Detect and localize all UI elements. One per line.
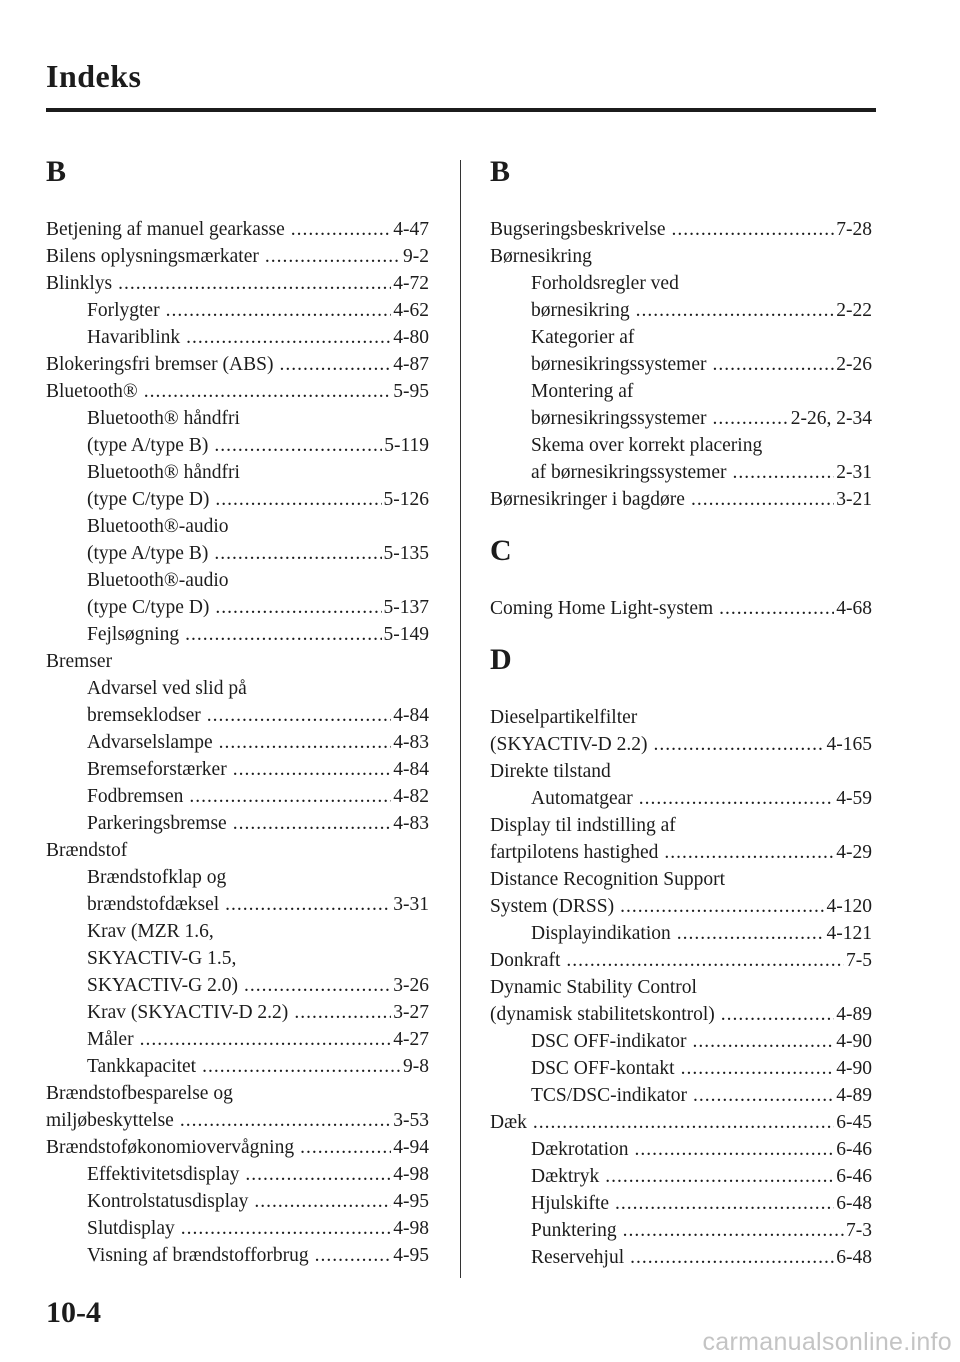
entry-text: (type C/type D) — [87, 597, 210, 618]
dot-leader — [623, 1217, 844, 1244]
dot-leader — [214, 540, 381, 567]
index-entry — [490, 704, 872, 731]
entry-text: DSC OFF-indikator — [531, 1031, 687, 1052]
entry-page-ref: 4-68 — [836, 598, 872, 619]
dot-leader — [671, 216, 834, 243]
index-subentry — [490, 405, 872, 432]
dot-leader — [712, 351, 834, 378]
entry-text: Reservehjul — [531, 1247, 625, 1268]
dot-leader — [615, 1190, 834, 1217]
dot-leader — [254, 1188, 391, 1215]
entry-page-ref: 7-3 — [846, 1220, 872, 1241]
entry-text: Bluetooth®-audio — [87, 570, 229, 591]
entry-text: (SKYACTIV-D 2.2) — [490, 734, 648, 755]
entry-page-ref: 4-90 — [836, 1058, 872, 1079]
index-subentry — [46, 297, 429, 324]
dot-leader — [225, 891, 391, 918]
dot-leader — [244, 972, 391, 999]
section-letter: D — [490, 643, 512, 676]
index-subentry — [490, 351, 872, 378]
index-entry — [490, 758, 872, 785]
entry-text: Krav (MZR 1.6, — [87, 921, 214, 942]
dot-leader — [693, 1082, 834, 1109]
dot-leader — [681, 1055, 835, 1082]
index-column-left — [46, 152, 429, 1269]
entry-page-ref: 5-137 — [383, 597, 429, 618]
entry-text: Dækrotation — [531, 1139, 629, 1160]
column-divider — [460, 160, 461, 1278]
entry-page-ref: 4-72 — [393, 273, 429, 294]
index-subentry — [490, 378, 872, 405]
title-rule — [46, 108, 876, 112]
page-number: 10-4 — [46, 1296, 101, 1329]
dot-leader — [245, 1161, 391, 1188]
index-entry — [46, 1134, 429, 1161]
index-subentry — [46, 864, 429, 891]
index-subentry — [46, 891, 429, 918]
entry-text: miljøbeskyttelse — [46, 1110, 174, 1131]
dot-leader — [233, 810, 392, 837]
dot-leader — [118, 270, 391, 297]
entry-page-ref: 6-48 — [836, 1247, 872, 1268]
entry-page-ref: 3-31 — [393, 894, 429, 915]
index-subentry — [46, 324, 429, 351]
dot-leader — [733, 459, 835, 486]
entry-text: Hjulskifte — [531, 1193, 609, 1214]
entry-text: børnesikringssystemer — [531, 354, 707, 375]
entry-text: Parkeringsbremse — [87, 813, 227, 834]
entry-text: System (DRSS) — [490, 896, 615, 917]
entry-page-ref: 5-135 — [383, 543, 429, 564]
index-entry — [46, 837, 429, 864]
entry-text: Slutdisplay — [87, 1218, 175, 1239]
entry-text: Distance Recognition Support — [490, 869, 726, 890]
index-subentry — [490, 432, 872, 459]
entry-text: bremseklodser — [87, 705, 201, 726]
index-subentry — [46, 675, 429, 702]
entry-text: Brændstof — [46, 840, 128, 861]
index-entry — [490, 216, 872, 243]
index-subentry — [490, 1028, 872, 1055]
dot-leader — [677, 920, 825, 947]
entry-text: Effektivitetsdisplay — [87, 1164, 240, 1185]
entry-page-ref: 3-27 — [393, 1002, 429, 1023]
dot-leader — [180, 1107, 391, 1134]
entry-text: Dæktryk — [531, 1166, 600, 1187]
dot-leader — [639, 785, 834, 812]
index-entry — [490, 974, 872, 1001]
index-entry — [46, 351, 429, 378]
entry-text: TCS/DSC-indikator — [531, 1085, 688, 1106]
index-entry — [490, 839, 872, 866]
entry-page-ref: 3-53 — [393, 1110, 429, 1131]
entry-text: Krav (SKYACTIV-D 2.2) — [87, 1002, 289, 1023]
entry-text: Kontrolstatusdisplay — [87, 1191, 249, 1212]
index-subentry — [490, 1217, 872, 1244]
entry-text: (dynamisk stabilitetskontrol) — [490, 1004, 715, 1025]
entry-text: Skema over korrekt placering — [531, 435, 763, 456]
dot-leader — [620, 893, 824, 920]
entry-page-ref: 4-84 — [393, 759, 429, 780]
index-entry — [46, 648, 429, 675]
entry-page-ref: 9-8 — [403, 1056, 429, 1077]
entry-page-ref: 5-95 — [393, 381, 429, 402]
entry-page-ref: 4-82 — [393, 786, 429, 807]
index-entry — [490, 893, 872, 920]
index-entry — [46, 1107, 429, 1134]
entry-text: fartpilotens hastighed — [490, 842, 659, 863]
entry-page-ref: 4-98 — [393, 1164, 429, 1185]
entry-text: børnesikring — [531, 300, 630, 321]
dot-leader — [215, 486, 381, 513]
index-entry — [46, 378, 429, 405]
index-subentry — [46, 594, 429, 621]
entry-text: Visning af brændstofforbrug — [87, 1245, 309, 1266]
entry-page-ref: 4-62 — [393, 300, 429, 321]
entry-page-ref: 7-5 — [846, 950, 872, 971]
entry-text: (type A/type B) — [87, 435, 209, 456]
dot-leader — [566, 947, 844, 974]
entry-text: Montering af — [531, 381, 634, 402]
entry-page-ref: 6-48 — [836, 1193, 872, 1214]
index-entry — [490, 486, 872, 513]
index-entry — [46, 270, 429, 297]
index-subentry — [46, 459, 429, 486]
page-title: Indeks — [46, 58, 142, 94]
entry-text: Blinklys — [46, 273, 113, 294]
entry-text: Børnesikringer i bagdøre — [490, 489, 685, 510]
index-subentry — [46, 513, 429, 540]
entry-text: Blokeringsfri bremser (ABS) — [46, 354, 274, 375]
index-subentry — [46, 621, 429, 648]
dot-leader — [691, 486, 834, 513]
index-entry — [46, 243, 429, 270]
index-subentry — [46, 972, 429, 999]
entry-page-ref: 5-126 — [383, 489, 429, 510]
entry-text: Kategorier af — [531, 327, 635, 348]
entry-text: Dynamic Stability Control — [490, 977, 697, 998]
entry-page-ref: 2-26, 2-34 — [790, 408, 872, 429]
entry-text: Fodbremsen — [87, 786, 184, 807]
index-subentry — [46, 756, 429, 783]
dot-leader — [233, 756, 392, 783]
entry-text: Punktering — [531, 1220, 617, 1241]
index-subentry — [46, 729, 429, 756]
entry-text: Automatgear — [531, 788, 633, 809]
entry-text: Måler — [87, 1029, 134, 1050]
entry-page-ref: 6-45 — [836, 1112, 872, 1133]
entry-text: Brændstoføkonomiovervågning — [46, 1137, 295, 1158]
dot-leader — [719, 595, 834, 622]
index-subentry — [490, 270, 872, 297]
index-subentry — [46, 783, 429, 810]
dot-leader — [279, 351, 391, 378]
dot-leader — [636, 297, 835, 324]
dot-leader — [294, 999, 391, 1026]
dot-leader — [219, 729, 392, 756]
entry-text: SKYACTIV-G 1.5, — [87, 948, 237, 969]
dot-leader — [630, 1244, 834, 1271]
entry-page-ref: 4-89 — [836, 1085, 872, 1106]
entry-page-ref: 4-95 — [393, 1191, 429, 1212]
dot-leader — [181, 1215, 391, 1242]
index-subentry — [46, 486, 429, 513]
entry-text: brændstofdæksel — [87, 894, 220, 915]
entry-text: børnesikringssystemer — [531, 408, 707, 429]
index-entry — [490, 595, 872, 622]
entry-text: Børnesikring — [490, 246, 592, 267]
watermark: carmanualsonline.info — [702, 1328, 952, 1356]
entry-page-ref: 4-90 — [836, 1031, 872, 1052]
index-subentry — [490, 1055, 872, 1082]
entry-text: Bremser — [46, 651, 113, 672]
entry-page-ref: 4-84 — [393, 705, 429, 726]
entry-text: Bluetooth® håndfri — [87, 462, 240, 483]
dot-leader — [635, 1136, 835, 1163]
index-subentry — [490, 324, 872, 351]
dot-leader — [300, 1134, 391, 1161]
entry-page-ref: 5-119 — [384, 435, 429, 456]
entry-page-ref: 2-26 — [836, 354, 872, 375]
index-entry — [490, 866, 872, 893]
entry-page-ref: 4-47 — [393, 219, 429, 240]
entry-text: Bluetooth® håndfri — [87, 408, 240, 429]
index-entry — [46, 216, 429, 243]
entry-text: Betjening af manuel gearkasse — [46, 219, 285, 240]
entry-page-ref: 4-120 — [826, 896, 872, 917]
index-subentry — [46, 810, 429, 837]
entry-page-ref: 4-83 — [393, 732, 429, 753]
index-subentry — [46, 540, 429, 567]
dot-leader — [721, 1001, 834, 1028]
dot-leader — [202, 1053, 401, 1080]
entry-page-ref: 4-121 — [826, 923, 872, 944]
entry-page-ref: 6-46 — [836, 1166, 872, 1187]
dot-leader — [215, 594, 381, 621]
index-subentry — [46, 1026, 429, 1053]
index-subentry — [490, 1244, 872, 1271]
entry-text: Brændstofklap og — [87, 867, 227, 888]
entry-text: Direkte tilstand — [490, 761, 611, 782]
index-entry — [490, 1109, 872, 1136]
dot-leader — [265, 243, 401, 270]
index-subentry — [46, 432, 429, 459]
entry-text: af børnesikringssystemer — [531, 462, 727, 483]
entry-page-ref: 3-26 — [393, 975, 429, 996]
index-subentry — [46, 1053, 429, 1080]
entry-text: Tankkapacitet — [87, 1056, 197, 1077]
index-subentry — [46, 567, 429, 594]
entry-page-ref: 5-149 — [383, 624, 429, 645]
entry-page-ref: 4-29 — [836, 842, 872, 863]
entry-page-ref: 4-27 — [393, 1029, 429, 1050]
entry-page-ref: 2-31 — [836, 462, 872, 483]
entry-text: Advarsel ved slid på — [87, 678, 247, 699]
entry-page-ref: 4-95 — [393, 1245, 429, 1266]
index-entry — [46, 1080, 429, 1107]
entry-text: Coming Home Light-system — [490, 598, 714, 619]
entry-text: Forlygter — [87, 300, 160, 321]
dot-leader — [166, 297, 392, 324]
entry-text: Fejlsøgning — [87, 624, 180, 645]
entry-text: Donkraft — [490, 950, 561, 971]
index-subentry — [490, 459, 872, 486]
index-column-right — [490, 152, 872, 1271]
dot-leader — [291, 216, 391, 243]
dot-leader — [533, 1109, 834, 1136]
entry-text: Havariblink — [87, 327, 181, 348]
dot-leader — [185, 621, 381, 648]
index-subentry — [490, 1136, 872, 1163]
entry-page-ref: 9-2 — [403, 246, 429, 267]
index-subentry — [46, 1188, 429, 1215]
index-entry — [490, 243, 872, 270]
entry-page-ref: 4-98 — [393, 1218, 429, 1239]
index-entry — [490, 947, 872, 974]
entry-text: SKYACTIV-G 2.0) — [87, 975, 238, 996]
index-entry — [490, 731, 872, 758]
entry-text: Display til indstilling af — [490, 815, 676, 836]
index-entry — [490, 1001, 872, 1028]
index-subentry — [46, 1242, 429, 1269]
entry-page-ref: 3-21 — [836, 489, 872, 510]
dot-leader — [140, 1026, 392, 1053]
entry-text: Bluetooth® — [46, 381, 138, 402]
dot-leader — [144, 378, 392, 405]
entry-page-ref: 2-22 — [836, 300, 872, 321]
index-subentry — [490, 785, 872, 812]
dot-leader — [664, 839, 834, 866]
entry-page-ref: 7-28 — [836, 219, 872, 240]
entry-page-ref: 6-46 — [836, 1139, 872, 1160]
index-subentry — [46, 702, 429, 729]
entry-text: Dieselpartikelfilter — [490, 707, 638, 728]
entry-text: Forholdsregler ved — [531, 273, 679, 294]
entry-page-ref: 4-89 — [836, 1004, 872, 1025]
index-subentry — [490, 920, 872, 947]
dot-leader — [189, 783, 391, 810]
index-subentry — [490, 297, 872, 324]
entry-text: DSC OFF-kontakt — [531, 1058, 675, 1079]
entry-text: (type A/type B) — [87, 543, 209, 564]
entry-text: Bugseringsbeskrivelse — [490, 219, 666, 240]
entry-text: Bremseforstærker — [87, 759, 227, 780]
dot-leader — [712, 405, 788, 432]
index-subentry — [46, 918, 429, 945]
section-letter: B — [46, 155, 67, 188]
entry-text: Displayindikation — [531, 923, 671, 944]
index-subentry — [46, 1215, 429, 1242]
index-subentry — [46, 405, 429, 432]
dot-leader — [692, 1028, 834, 1055]
entry-page-ref: 4-94 — [393, 1137, 429, 1158]
index-subentry — [46, 945, 429, 972]
entry-text: Bilens oplysningsmærkater — [46, 246, 259, 267]
dot-leader — [214, 432, 382, 459]
index-subentry — [46, 999, 429, 1026]
dot-leader — [653, 731, 824, 758]
dot-leader — [605, 1163, 834, 1190]
entry-page-ref: 4-87 — [393, 354, 429, 375]
entry-page-ref: 4-83 — [393, 813, 429, 834]
section-letter: C — [490, 534, 512, 567]
dot-leader — [186, 324, 391, 351]
entry-page-ref: 4-59 — [836, 788, 872, 809]
entry-text: Brændstofbesparelse og — [46, 1083, 233, 1104]
index-subentry — [46, 1161, 429, 1188]
entry-text: Dæk — [490, 1112, 527, 1133]
entry-page-ref: 4-80 — [393, 327, 429, 348]
entry-page-ref: 4-165 — [826, 734, 872, 755]
dot-leader — [315, 1242, 392, 1269]
index-entry — [490, 812, 872, 839]
index-subentry — [490, 1190, 872, 1217]
dot-leader — [207, 702, 392, 729]
entry-text: Advarselslampe — [87, 732, 213, 753]
index-subentry — [490, 1082, 872, 1109]
index-subentry — [490, 1163, 872, 1190]
section-letter: B — [490, 155, 511, 188]
entry-text: (type C/type D) — [87, 489, 210, 510]
entry-text: Bluetooth®-audio — [87, 516, 229, 537]
